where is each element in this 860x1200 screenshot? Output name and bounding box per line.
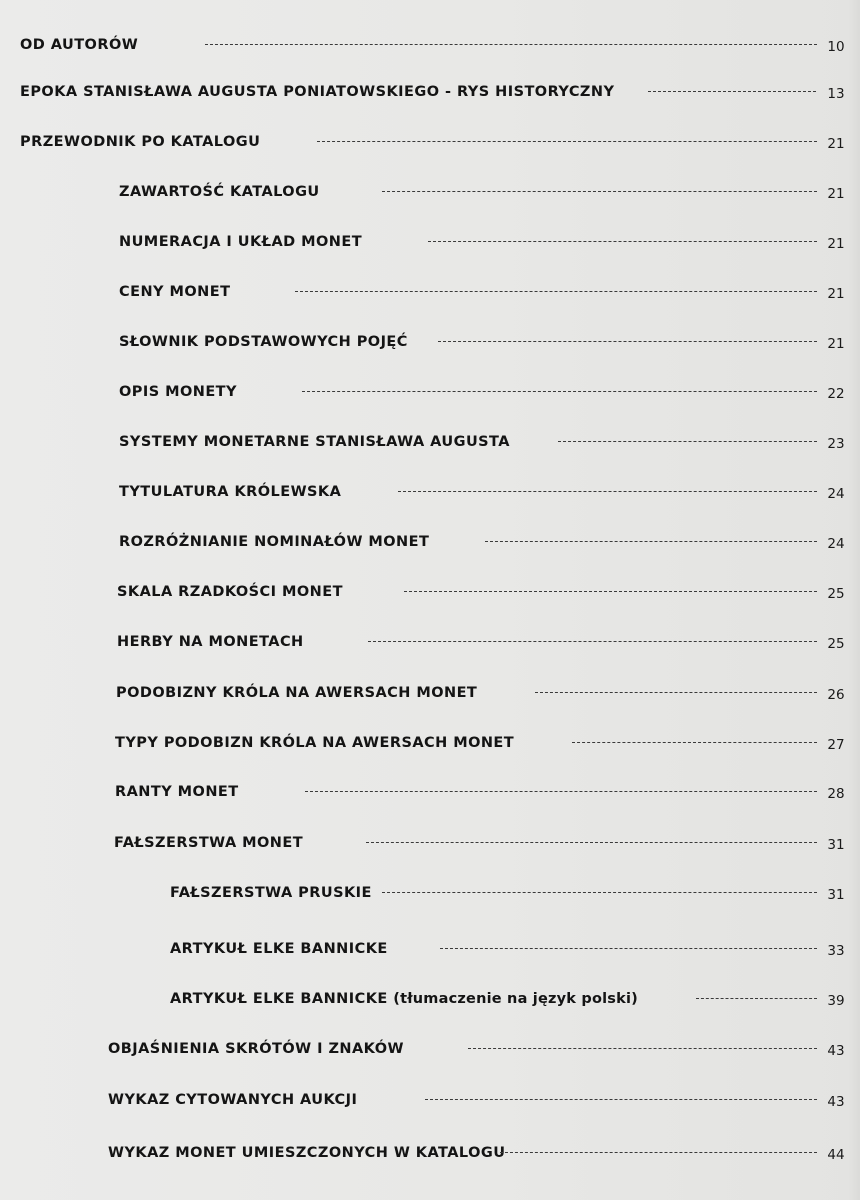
toc-leader-dots bbox=[368, 641, 817, 642]
toc-entry-page: 43 bbox=[827, 1043, 845, 1059]
toc-entry bbox=[0, 382, 860, 406]
toc-leader-dots bbox=[428, 241, 817, 242]
toc-entry bbox=[0, 532, 860, 556]
toc-entry bbox=[0, 632, 860, 656]
toc-entry-page: 44 bbox=[827, 1147, 845, 1163]
toc-entry-title: WYKAZ MONET UMIESZCZONYCH W KATALOGU bbox=[108, 1145, 506, 1161]
toc-entry-page: 31 bbox=[827, 837, 845, 853]
toc-entry-title-main: ARTYKUŁ ELKE BANNICKE bbox=[170, 991, 388, 1007]
toc-leader-dots bbox=[500, 1152, 817, 1153]
toc-entry-page: 25 bbox=[827, 586, 845, 602]
toc-entry-title: HERBY NA MONETACH bbox=[117, 634, 304, 650]
toc-entry bbox=[0, 82, 860, 106]
toc-entry-page: 21 bbox=[827, 336, 845, 352]
toc-entry bbox=[0, 833, 860, 857]
toc-entry-title: RANTY MONET bbox=[115, 784, 239, 800]
toc-leader-dots bbox=[382, 191, 817, 192]
toc-entry bbox=[0, 482, 860, 506]
toc-entry bbox=[0, 182, 860, 206]
toc-leader-dots bbox=[425, 1099, 817, 1100]
toc-entry bbox=[0, 1039, 860, 1063]
toc-entry bbox=[0, 35, 860, 59]
toc-entry bbox=[0, 132, 860, 156]
toc-entry bbox=[0, 432, 860, 456]
toc-entry-title: SKALA RZADKOŚCI MONET bbox=[117, 584, 343, 600]
toc-entry bbox=[0, 782, 860, 806]
toc-entry-page: 28 bbox=[827, 786, 845, 802]
toc-entry-page: 21 bbox=[827, 136, 845, 152]
toc-entry-title: ZAWARTOŚĆ KATALOGU bbox=[119, 184, 320, 200]
toc-entry-page: 43 bbox=[827, 1094, 845, 1110]
toc-leader-dots bbox=[317, 141, 817, 142]
toc-entry-title: TYPY PODOBIZN KRÓLA NA AWERSACH MONET bbox=[115, 735, 515, 751]
toc-entry-title: ARTYKUŁ ELKE BANNICKE bbox=[170, 941, 388, 957]
toc-entry bbox=[0, 232, 860, 256]
toc-leader-dots bbox=[648, 91, 816, 92]
toc-entry-title: PODOBIZNY KRÓLA NA AWERSACH MONET bbox=[116, 685, 478, 701]
toc-leader-dots bbox=[305, 791, 817, 792]
toc-entry-subtitle: (tłumaczenie na język polski) bbox=[393, 991, 638, 1007]
toc-entry-page: 26 bbox=[827, 687, 845, 703]
toc-entry-title: OPIS MONETY bbox=[119, 384, 237, 400]
toc-entry-page: 25 bbox=[827, 636, 845, 652]
toc-entry-title: WYKAZ CYTOWANYCH AUKCJI bbox=[108, 1092, 358, 1108]
toc-entry-title: EPOKA STANISŁAWA AUGUSTA PONIATOWSKIEGO - RYS HISTORYCZNY bbox=[20, 84, 615, 100]
toc-entry-page: 21 bbox=[827, 236, 845, 252]
toc-leader-dots bbox=[366, 842, 817, 843]
toc-entry-title bbox=[170, 989, 638, 1009]
toc-entry-title: OBJAŚNIENIA SKRÓTÓW I ZNAKÓW bbox=[108, 1041, 404, 1057]
toc-entry-page: 33 bbox=[827, 943, 845, 959]
toc-entry-page: 22 bbox=[827, 386, 845, 402]
toc-entry bbox=[0, 1090, 860, 1114]
toc-leader-dots bbox=[302, 391, 817, 392]
toc-entry-title: FAŁSZERSTWA MONET bbox=[114, 835, 304, 851]
toc-entry bbox=[0, 282, 860, 306]
toc-leader-dots bbox=[398, 491, 817, 492]
toc-entry bbox=[0, 1143, 860, 1167]
toc-entry-page: 23 bbox=[827, 436, 845, 452]
toc-entry bbox=[0, 939, 860, 963]
toc-leader-dots bbox=[438, 341, 817, 342]
toc-entry-title: SŁOWNIK PODSTAWOWYCH POJĘĆ bbox=[119, 334, 408, 350]
toc-leader-dots bbox=[485, 541, 817, 542]
toc-entry-title: NUMERACJA I UKŁAD MONET bbox=[119, 234, 363, 250]
toc-entry-title: FAŁSZERSTWA PRUSKIE bbox=[170, 885, 372, 901]
toc-entry-page: 21 bbox=[827, 286, 845, 302]
toc-entry bbox=[0, 883, 860, 907]
toc-entry-page: 21 bbox=[827, 186, 845, 202]
toc-leader-dots bbox=[440, 948, 817, 949]
toc-entry-title: ROZRÓŻNIANIE NOMINAŁÓW MONET bbox=[119, 534, 430, 550]
toc-entry bbox=[0, 332, 860, 356]
toc-leader-dots bbox=[404, 591, 817, 592]
toc-entry bbox=[0, 989, 860, 1013]
toc-leader-dots bbox=[295, 291, 817, 292]
toc-entry-page: 10 bbox=[827, 39, 845, 55]
toc-entry-page: 31 bbox=[827, 887, 845, 903]
toc-entry bbox=[0, 683, 860, 707]
toc-leader-dots bbox=[572, 742, 817, 743]
toc-entry-page: 39 bbox=[827, 993, 845, 1009]
toc-entry bbox=[0, 582, 860, 606]
page-edge-shadow bbox=[848, 0, 860, 1200]
toc-leader-dots bbox=[535, 692, 817, 693]
toc-entry bbox=[0, 733, 860, 757]
toc-entry-page: 27 bbox=[827, 737, 845, 753]
toc-leader-dots bbox=[382, 892, 817, 893]
toc-entry-page: 24 bbox=[827, 486, 845, 502]
toc-entry-title: OD AUTORÓW bbox=[20, 37, 139, 53]
toc-entry-title: CENY MONET bbox=[119, 284, 231, 300]
toc-entry-page: 24 bbox=[827, 536, 845, 552]
toc-leader-dots bbox=[468, 1048, 817, 1049]
toc-leader-dots bbox=[696, 998, 817, 999]
toc-entry-page: 13 bbox=[827, 86, 845, 102]
toc-entry-title: SYSTEMY MONETARNE STANISŁAWA AUGUSTA bbox=[119, 434, 510, 450]
toc-entry-title: PRZEWODNIK PO KATALOGU bbox=[20, 134, 261, 150]
toc-leader-dots bbox=[205, 44, 817, 45]
toc-entry-title: TYTULATURA KRÓLEWSKA bbox=[119, 484, 342, 500]
toc-leader-dots bbox=[558, 441, 817, 442]
